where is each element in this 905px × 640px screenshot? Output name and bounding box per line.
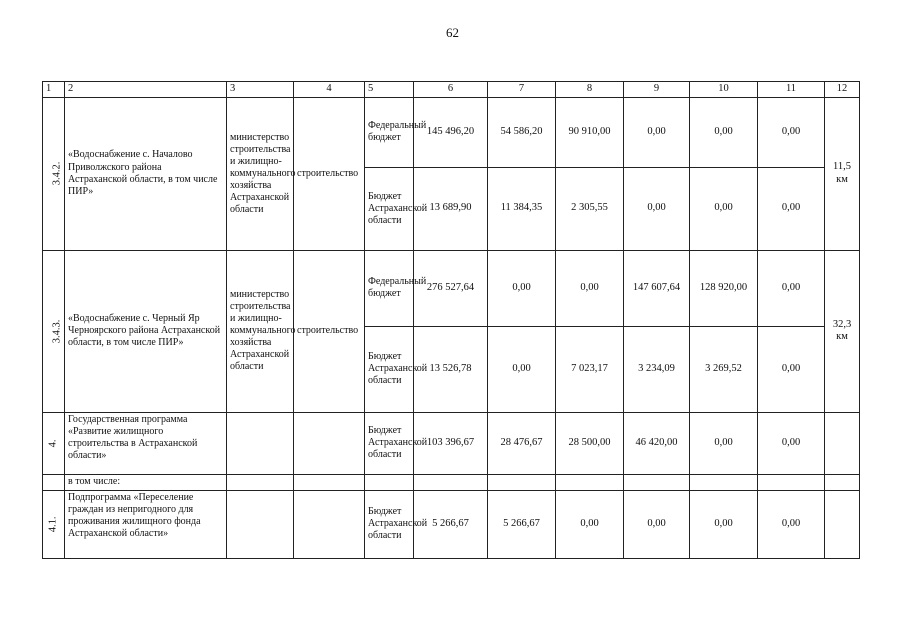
row-name: «Водоснабжение с. Черный Яр Черноярского района Астраханской области, в том числе ПИР»: [65, 250, 227, 412]
column-header: 2: [65, 82, 227, 98]
row-name: «Водоснабжение с. Началово Приволжского района Астраханской области, в том числе ПИР»: [65, 97, 227, 250]
page-number: 62: [446, 25, 459, 40]
empty-cell: [825, 490, 860, 558]
row-source: Федеральный бюджет: [365, 250, 414, 326]
column-header: 11: [758, 82, 825, 98]
column-header: 8: [556, 82, 624, 98]
empty-cell: [758, 474, 825, 490]
row-code: 4.: [43, 412, 65, 474]
value-cell: 54 586,20: [488, 97, 556, 167]
value-cell: 0,00: [690, 412, 758, 474]
empty-cell: [43, 474, 65, 490]
value-cell: 46 420,00: [624, 412, 690, 474]
value-cell: 0,00: [758, 326, 825, 412]
value-cell: 5 266,67: [488, 490, 556, 558]
table-row: [43, 490, 860, 558]
value-cell: 0,00: [488, 250, 556, 326]
value-cell: 0,00: [488, 326, 556, 412]
value-cell: 0,00: [758, 412, 825, 474]
value-cell: 0,00: [556, 490, 624, 558]
column-header: 4: [294, 82, 365, 98]
value-cell: 13 526,78: [414, 326, 488, 412]
subtotal-label: в том числе:: [65, 474, 227, 490]
table-row: [43, 97, 860, 167]
value-cell: 145 496,20: [414, 97, 488, 167]
row-length: 32,3 км: [825, 250, 860, 412]
empty-cell: [488, 474, 556, 490]
value-cell: 276 527,64: [414, 250, 488, 326]
column-header: 6: [414, 82, 488, 98]
empty-cell: [227, 490, 294, 558]
value-cell: 13 689,90: [414, 167, 488, 250]
value-cell: 28 476,67: [488, 412, 556, 474]
value-cell: 0,00: [758, 97, 825, 167]
value-cell: 128 920,00: [690, 250, 758, 326]
empty-cell: [624, 474, 690, 490]
empty-cell: [556, 474, 624, 490]
value-cell: 0,00: [758, 250, 825, 326]
row-code: 3.4.3.: [43, 250, 65, 412]
row-kind: строительство: [294, 97, 365, 250]
row-responsible: министерство строительства и жилищно-коммунального хозяйства Астраханской области: [227, 97, 294, 250]
value-cell: 0,00: [624, 490, 690, 558]
column-header: 7: [488, 82, 556, 98]
table-row: [43, 412, 860, 474]
budget-table: [42, 81, 860, 559]
value-cell: 28 500,00: [556, 412, 624, 474]
value-cell: 0,00: [624, 97, 690, 167]
empty-cell: [825, 412, 860, 474]
value-cell: 0,00: [758, 490, 825, 558]
value-cell: 0,00: [690, 167, 758, 250]
column-header: 12: [825, 82, 860, 98]
empty-cell: [825, 474, 860, 490]
row-source: Бюджет Астраханской области: [365, 490, 414, 558]
value-cell: 0,00: [758, 167, 825, 250]
row-source: Бюджет Астраханской области: [365, 412, 414, 474]
value-cell: 0,00: [556, 250, 624, 326]
value-cell: 11 384,35: [488, 167, 556, 250]
column-header: 9: [624, 82, 690, 98]
row-name: Государственная программа «Развитие жилищного строительства в Астраханской области»: [65, 412, 227, 474]
table-row: [43, 474, 860, 490]
value-cell: 0,00: [690, 97, 758, 167]
empty-cell: [227, 412, 294, 474]
column-header: 1: [43, 82, 65, 98]
row-name: Подпрограмма «Переселение граждан из непригодного для проживания жилищного фонда Астраханской области»: [65, 490, 227, 558]
value-cell: 2 305,55: [556, 167, 624, 250]
empty-cell: [227, 474, 294, 490]
value-cell: 90 910,00: [556, 97, 624, 167]
table-row: [43, 250, 860, 326]
value-cell: 103 396,67: [414, 412, 488, 474]
column-header: 3: [227, 82, 294, 98]
empty-cell: [690, 474, 758, 490]
empty-cell: [294, 490, 365, 558]
row-source: Бюджет Астраханской области: [365, 167, 414, 250]
column-header: 5: [365, 82, 414, 98]
empty-cell: [294, 412, 365, 474]
row-code: 3.4.2.: [43, 97, 65, 250]
row-source: Бюджет Астраханской области: [365, 326, 414, 412]
row-code: 4.1.: [43, 490, 65, 558]
value-cell: 0,00: [690, 490, 758, 558]
header-row: [43, 82, 860, 98]
row-source: Федеральный бюджет: [365, 97, 414, 167]
value-cell: 0,00: [624, 167, 690, 250]
column-header: 10: [690, 82, 758, 98]
value-cell: 147 607,64: [624, 250, 690, 326]
row-kind: строительство: [294, 250, 365, 412]
value-cell: 3 234,09: [624, 326, 690, 412]
empty-cell: [365, 474, 414, 490]
value-cell: 3 269,52: [690, 326, 758, 412]
empty-cell: [414, 474, 488, 490]
value-cell: 7 023,17: [556, 326, 624, 412]
row-length: 11,5 км: [825, 97, 860, 250]
empty-cell: [294, 474, 365, 490]
row-responsible: министерство строительства и жилищно-коммунального хозяйства Астраханской области: [227, 250, 294, 412]
value-cell: 5 266,67: [414, 490, 488, 558]
